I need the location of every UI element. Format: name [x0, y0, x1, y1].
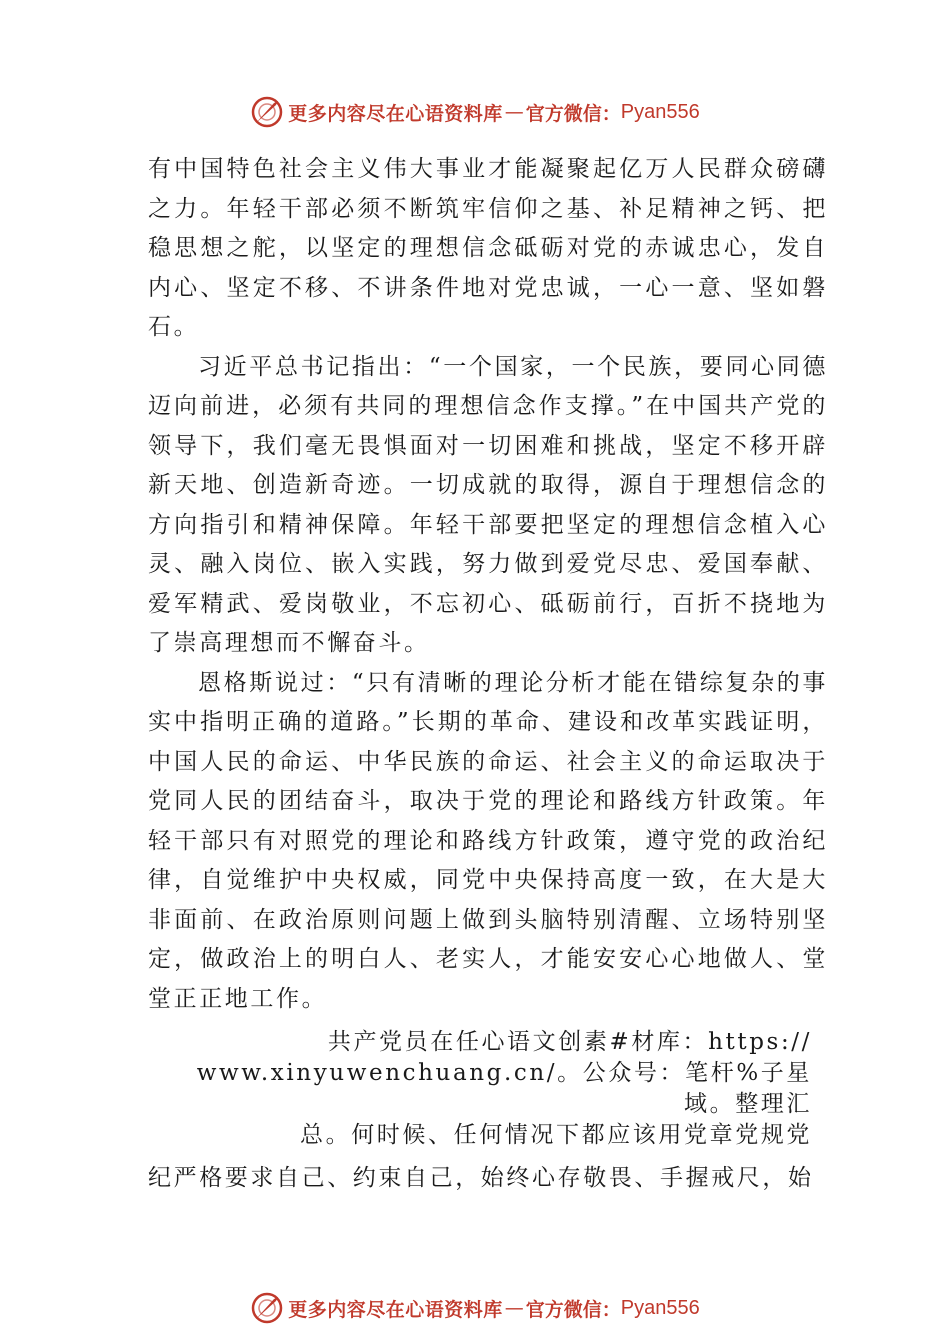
banner-promo-text: 更多内容尽在心语资料库	[288, 102, 503, 125]
banner-wechat-id: Pyan556	[620, 1296, 700, 1319]
paragraph-2: 习近平总书记指出：“一个国家，一个民族，要同心同德迈向前进，必须有共同的理想信念作支撑。”在中国共产党的领导下，我们毫无畏惧面对一切困难和挑战，坚定不移开辟新天地、创造新奇迹。一切成就的取得，源自于理想信念的方向指引和精神保障。年轻干部要把坚定的理想信念植入心灵、融入岗位、嵌入实践，努力做到爱党尽忠、爱国奉献、爱军精武、爱岗敬业，不忘初心、砥砺前行，百折不挠地为了崇高理想而不懈奋斗。	[148, 353, 828, 656]
quill-logo-icon	[250, 1291, 284, 1325]
paragraph-5: 纪严格要求自己、约束自己，始终心存敬畏、手握戒尺，始	[148, 1165, 814, 1191]
banner-wechat-label: 官方微信：	[525, 102, 621, 125]
insert-line-1: 共产党员在任心语文创素#材库：https://	[327, 1029, 812, 1055]
footer-watermark-banner	[0, 1288, 950, 1328]
banner-dash: —	[504, 101, 524, 123]
banner-dash: —	[504, 1297, 524, 1319]
paragraph-3: 恩格斯说过：“只有清晰的理论分析才能在错综复杂的事实中指明正确的道路。”长期的革命、建设和改革实践证明，中国人民的命运、中华民族的命运、社会主义的命运取决于 党同人民的团结奋斗，取决于党的理论和路线方针政策。年 轻干部只有对照党的理论和路线方针政策，遵守党的政治纪 律，自觉维护中央权威，同党中央保持高度一致，在大是大 非面前、在政治原则问题上做到头脑特别清醒、立场特别坚 定，做政治上的明白人、老实人，才能安安心心地做人、堂 堂正正地工作。	[148, 669, 828, 1012]
header-watermark-banner	[0, 92, 950, 132]
paragraph-4-watermark-insert	[148, 1027, 828, 1151]
quill-logo-icon	[250, 95, 284, 129]
banner-promo-text: 更多内容尽在心语资料库	[288, 1298, 503, 1321]
insert-line-3: 总。何时候、任何情况下都应该用党章党规党	[300, 1122, 812, 1148]
paragraph-1: 有中国特色社会主义伟大事业才能凝聚起亿万人民群众磅礴之力。年轻干部必须不断筑牢信仰之基、补足精神之钙、把稳思想之舵，以坚定的理想信念砥砺对党的赤诚忠心，发自内心、坚定不移、不讲条件地对党忠诚，一心一意、坚如磐石。	[148, 156, 828, 340]
banner-wechat-label: 官方微信：	[525, 1298, 621, 1321]
insert-line-2: www.xinyuwenchuang.cn/。公众号：笔杆%子星域。整理汇	[196, 1060, 812, 1117]
document-body	[148, 150, 828, 1199]
banner-wechat-id: Pyan556	[620, 100, 700, 123]
